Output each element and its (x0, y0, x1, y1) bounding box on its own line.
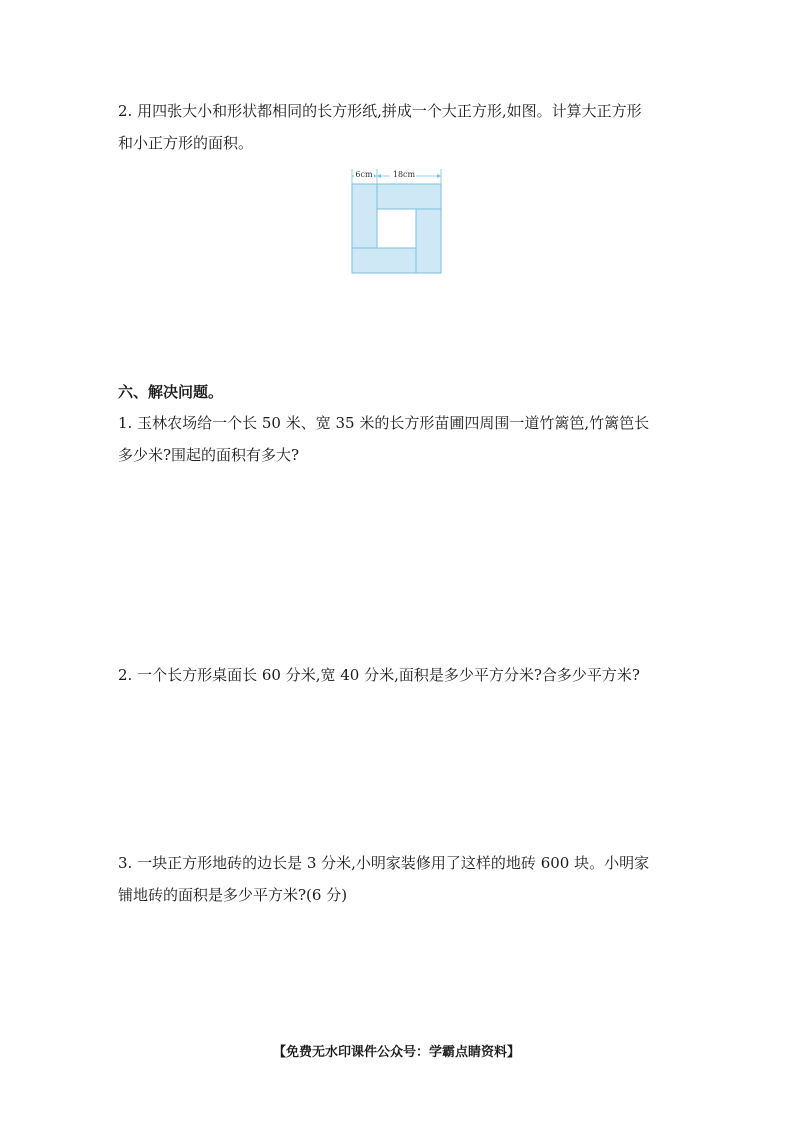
question-2-line1: 2. 一个长方形桌面长 60 分米,宽 40 分米,面积是多少平方分米?合多少平方米? (118, 666, 640, 684)
question-prev-line2: 和小正方形的面积。 (118, 134, 254, 152)
rectangles (352, 184, 441, 273)
square-figure (350, 166, 445, 276)
question-3-line1: 3. 一块正方形地砖的边长是 3 分米,小明家装修用了这样的地砖 600 块。小明家 (118, 854, 650, 872)
section-title: 六、解决问题。 (118, 383, 224, 401)
inner-square (377, 209, 416, 248)
question-prev-line1: 2. 用四张大小和形状都相同的长方形纸,拼成一个大正方形,如图。计算大正方形 (118, 102, 642, 120)
rect-top (377, 184, 441, 209)
label-18cm: 18cm (392, 170, 416, 179)
question-1-line1: 1. 玉林农场给一个长 50 米、宽 35 米的长方形苗圃四周围一道竹篱笆,竹篱笆长 (118, 414, 650, 432)
label-6cm: 6cm (355, 170, 373, 179)
rect-left (352, 184, 377, 248)
rect-bottom (352, 248, 416, 273)
question-1-line2: 多少米?围起的面积有多大? (118, 446, 300, 464)
footer-text: 【免费无水印课件公众号：学霸点睛资料】 (272, 1045, 520, 1060)
rect-right (416, 209, 441, 273)
question-3-line2: 铺地砖的面积是多少平方米?(6 分) (118, 886, 348, 904)
square-figure-svg (350, 166, 445, 276)
